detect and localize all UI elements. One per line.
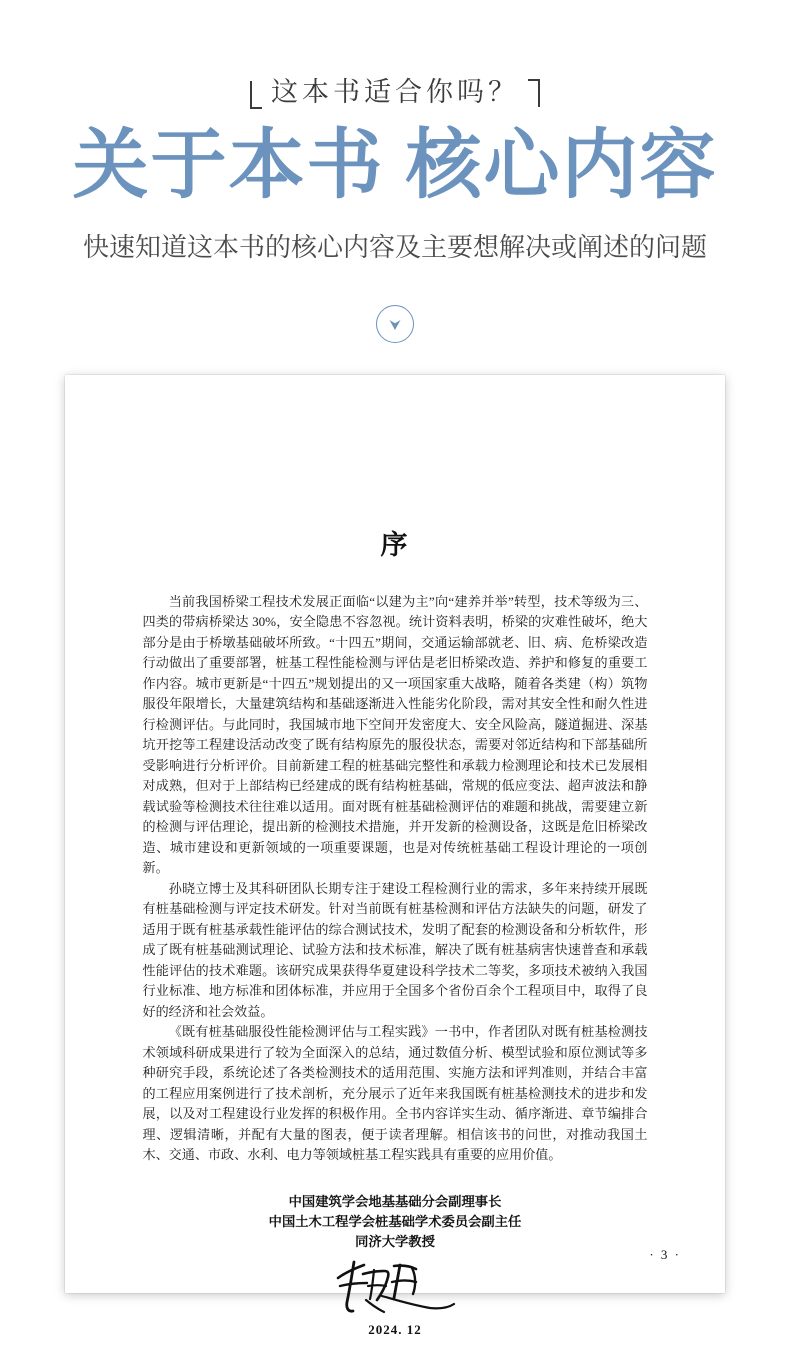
bracket-right-icon [529,79,543,107]
document-sheet[interactable] [65,375,725,1337]
document-paragraph: 孙晓立博士及其科研团队长期专注于建设工程检测行业的需求，多年来持续开展既有桩基础检测与评定技术研发。针对当前既有桩基检测和评估方法缺失的问题，研发了适用于既有桩基承载性能评估的综合测试技术，发明了配套的检测设备和分析软件，形成了既有桩基础测试理论、试验方法和技术标准，解决了既有桩基病害快速普查和承载性能评估的技术难题。该研究成果获得华夏建设科学技术二等奖，多项技术被纳入我国行业标准、地方标准和团体标准，并应用于全国多个省份百余个工程项目中，取得了良好的经济和社会效益。 [142,880,648,1019]
signature-affiliation-line: 中国土木工程学会桩基础学术委员会副主任 [268,1213,522,1229]
handwritten-signature-icon [143,1256,648,1318]
document-body [143,592,648,1166]
page-title: 关于本书 核心内容 [72,123,718,208]
scroll-hint[interactable] [0,305,790,343]
signature-affiliation-line: 中国建筑学会地基基础分会副理事长 [288,1193,502,1209]
bracket-left-icon [247,79,261,107]
document-paragraph: 当前我国桥梁工程技术发展正面临“以建为主”向“建养并举”转型，技术等级为三、四类的带病桥梁达 30%，安全隐患不容忽视。统计资料表明，桥梁的灾难性破坏，绝大部分是由于桥墩基础破坏所致。“十四五”期间，交通运输部就老、旧、病、危桥梁改造行动做出了重要部署，桩基工程性能检测与评估是老旧桥梁改造、养护和修复的重要工作内容。城市更新是“十四五”规划提出的又一项国家重大战略，随着各类建（构）筑物服役年限增长，大量建筑结构和基础逐渐进入性能劣化阶段，需对其安全性和耐久性进行检测评估。与此同时，我国城市地下空间开发密度大、安全风险高，隧道掘进、深基坑开挖等工程建设活动改变了既有结构原先的服役状态，需要对邻近结构和下部基础所受影响进行分析评价。目前新建工程的桩基础完整性和承载力检测理论和技术已发展相对成熟，但对于上部结构已经建成的既有结构桩基础，常规的低应变法、超声波法和静载试验等检测技术往往难以适用。面对既有桩基础检测评估的难题和挑战，需要建立新的检测与评估理论，提出新的检测技术措施，并开发新的检测设备，这既是危旧桥梁改造、城市建设和更新领域的一项重要课题，也是对传统桩基础工程设计理论的一项创新。 [142,593,648,876]
signature-affiliation-line: 同济大学教授 [355,1233,435,1249]
page-header [0,0,790,343]
document-paragraph: 《既有桩基础服役性能检测评估与工程实践》一书中，作者团队对既有桩基检测技术领域科研成果进行了较为全面深入的总结，通过数值分析、模型试验和原位测试等多种研究手段，系统论述了各类检测技术的适用范围、实施方法和评判准则，并结合丰富的工程应用案例进行了技术剖析，充分展示了近年来我国既有桩基检测技术的进步和发展，以及对工程建设行业发挥的积极作用。全书内容详实生动、循序渐进、章节编排合理、逻辑清晰，并配有大量的图表，便于读者理解。相信该书的问世，对推动我国土木、交通、市政、水利、电力等领域桩基工程实践具有重要的应用价值。 [142,1024,648,1163]
signature-block [143,1192,648,1340]
signature-date: 2024. 12 [368,1321,422,1337]
eyebrow-label [0,78,790,108]
page-number: · 3 · [649,1246,681,1262]
document-preview-area [0,375,790,1337]
document-title: 序 [380,529,410,560]
page-subtitle: 快速知道这本书的核心内容及主要想解决或阐述的问题 [82,231,707,262]
chevron-down-icon[interactable] [376,305,414,343]
eyebrow-text: 这本书适合你吗？ [271,77,519,107]
